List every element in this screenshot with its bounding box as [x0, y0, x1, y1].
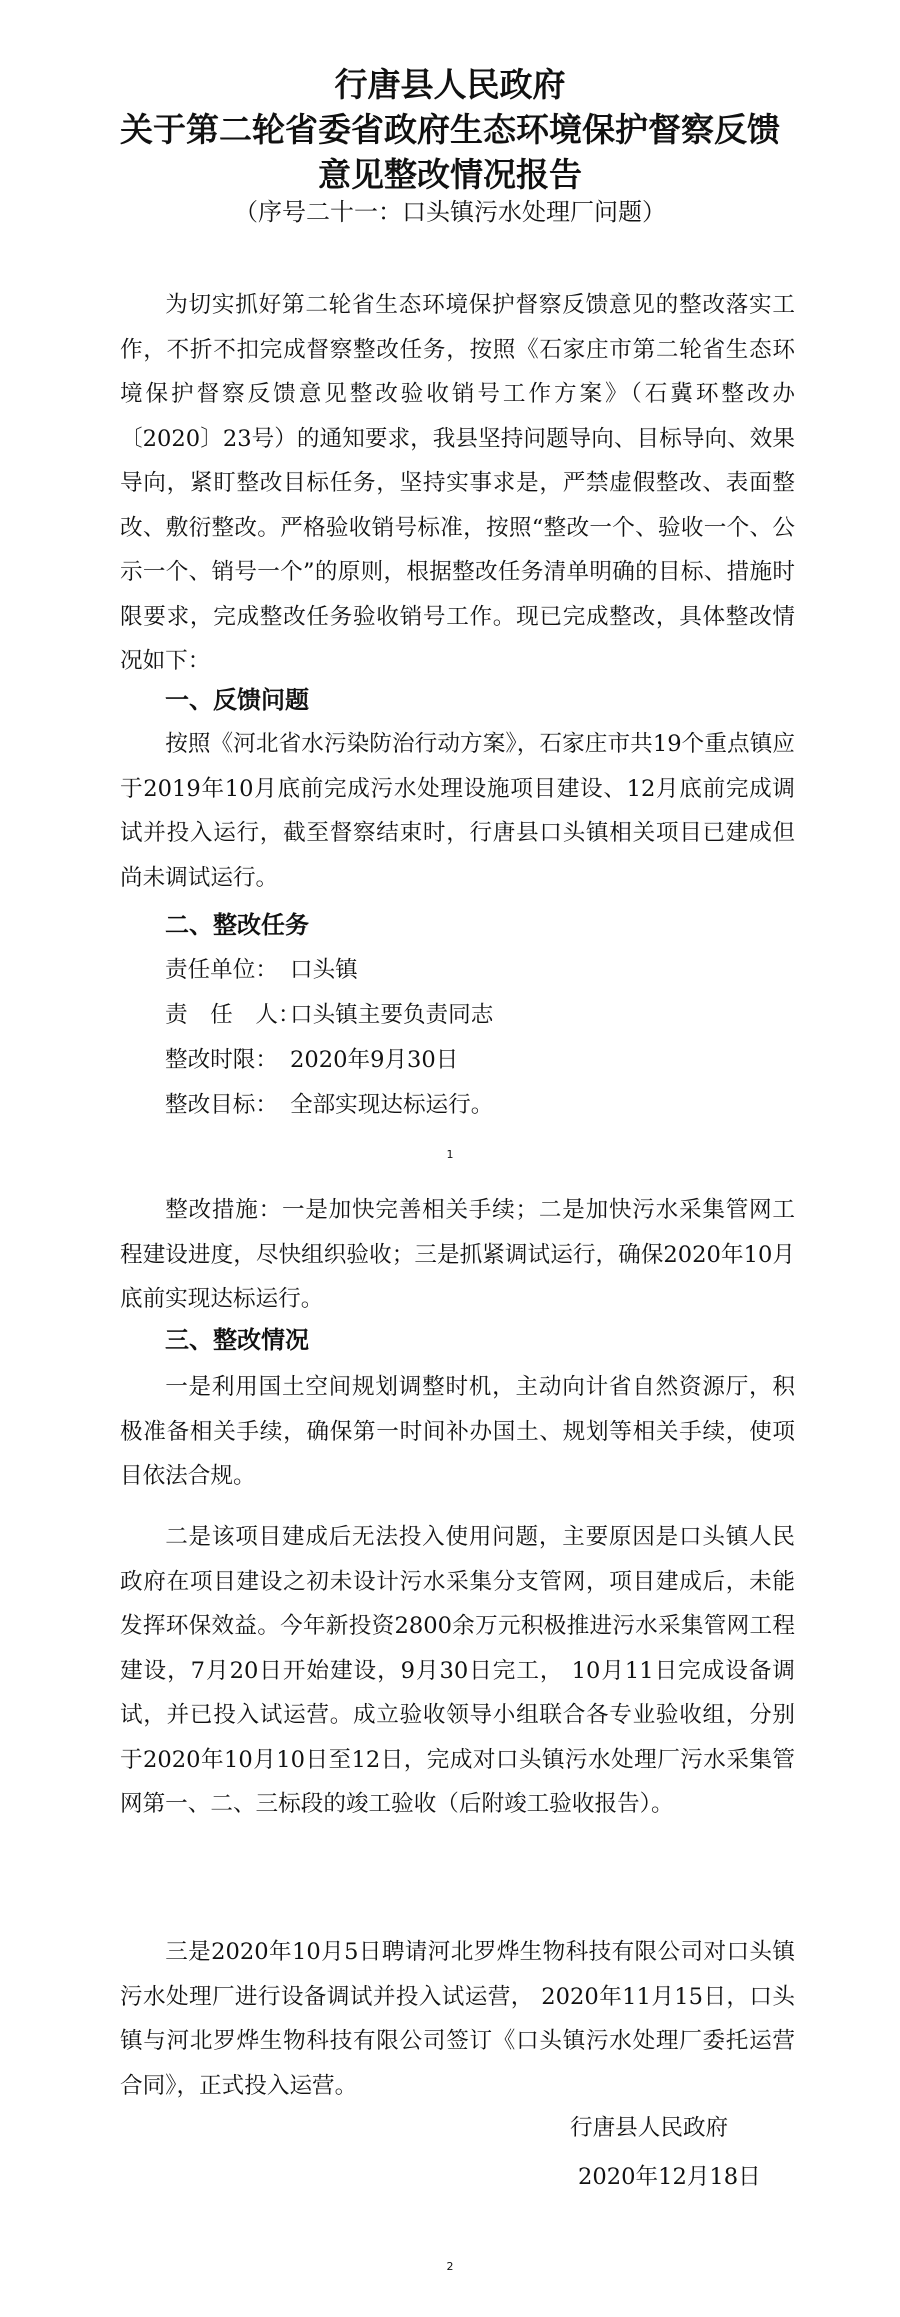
task-label: 责 任 人：: [165, 1002, 301, 1028]
signature-date: 2020年12月18日: [578, 2164, 761, 2190]
title-line-3: 意见整改情况报告: [318, 155, 582, 194]
task-row-deadline: [165, 1040, 458, 1080]
feedback-paragraph: 按照《河北省水污染防治行动方案》，石家庄市共19个重点镇应于2019年10月底前完成污水处理设施项目建设、12月底前完成调试并投入运行，截至督察结束时，行唐县口头镇相关项目已建成但尚未调试运行。: [120, 731, 795, 891]
task-value: 全部实现达标运行。: [290, 1092, 494, 1118]
task-label: 整改目标：: [165, 1092, 278, 1118]
task-value: 口头镇主要负责同志: [290, 1002, 494, 1028]
status-paragraph-1: 一是利用国土空间规划调整时机，主动向计省自然资源厅，积极准备相关手续，确保第一时间补办国土、规划等相关手续，使项目依法合规。: [120, 1374, 795, 1489]
measures-paragraph: 整改措施：一是加快完善相关手续；二是加快污水采集管网工程建设进度，尽快组织验收；三是抓紧调试运行，确保2020年10月底前实现达标运行。: [120, 1197, 795, 1312]
task-row-responsible-person: [165, 995, 493, 1035]
document-page-2: [0, 1170, 900, 2317]
task-label: 责任单位：: [165, 957, 278, 983]
section-heading-tasks: 二、整改任务: [165, 911, 309, 939]
report-title: [0, 62, 900, 197]
task-value: 2020年9月30日: [290, 1047, 459, 1073]
signature-org: 行唐县人民政府: [570, 2115, 729, 2141]
task-value: 口头镇: [290, 957, 358, 983]
status-paragraph-3: 三是2020年10月5日聘请河北罗烨生物科技有限公司对口头镇污水处理厂进行设备调试并投入试运营， 2020年11月15日，口头镇与河北罗烨生物科技有限公司签订《口头镇污水处理厂委托运营合同》，正式投入运营。: [120, 1939, 795, 2099]
section-heading-status: 三、整改情况: [165, 1326, 309, 1354]
status-paragraph-2: 二是该项目建成后无法投入使用问题，主要原因是口头镇人民政府在项目建设之初未设计污水采集分支管网，项目建成后，未能发挥环保效益。今年新投资2800余万元积极推进污水采集管网工程建设，7月20日开始建设，9月30日完工， 10月11日完成设备调试，并已投入试运营。成立验收领导小组联合各专业验收组，分别于2020年10月10日至12日，完成对口头镇污水处理厂污水采集管网第一、二、三标段的竣工验收（后附竣工验收报告）。: [120, 1524, 795, 1817]
intro-paragraph: 为切实抓好第二轮省生态环境保护督察反馈意见的整改落实工作，不折不扣完成督察整改任务，按照《石家庄市第二轮省生态环境保护督察反馈意见整改验收销号工作方案》（石冀环整改办〔2020〕23号）的通知要求，我县坚持问题导向、目标导向、效果导向，紧盯整改目标任务，坚持实事求是，严禁虚假整改、表面整改、敷衍整改。严格验收销号标准，按照“整改一个、验收一个、公示一个、销号一个”的原则，根据整改任务清单明确的目标、措施时限要求，完成整改任务验收销号工作。现已完成整改，具体整改情况如下：: [120, 292, 795, 674]
report-subtitle: （序号二十一：口头镇污水处理厂问题）: [234, 198, 666, 226]
title-line-1: 行唐县人民政府: [334, 65, 566, 104]
section-heading-feedback: 一、反馈问题: [165, 686, 309, 714]
title-line-2: 关于第二轮省委省政府生态环境保护督察反馈: [120, 110, 780, 149]
task-row-target: [165, 1085, 493, 1125]
page-number: 2: [446, 2260, 454, 2273]
task-label: 整改时限：: [165, 1047, 278, 1073]
task-row-responsible-unit: [165, 950, 358, 990]
page-number: 1: [446, 1148, 454, 1161]
